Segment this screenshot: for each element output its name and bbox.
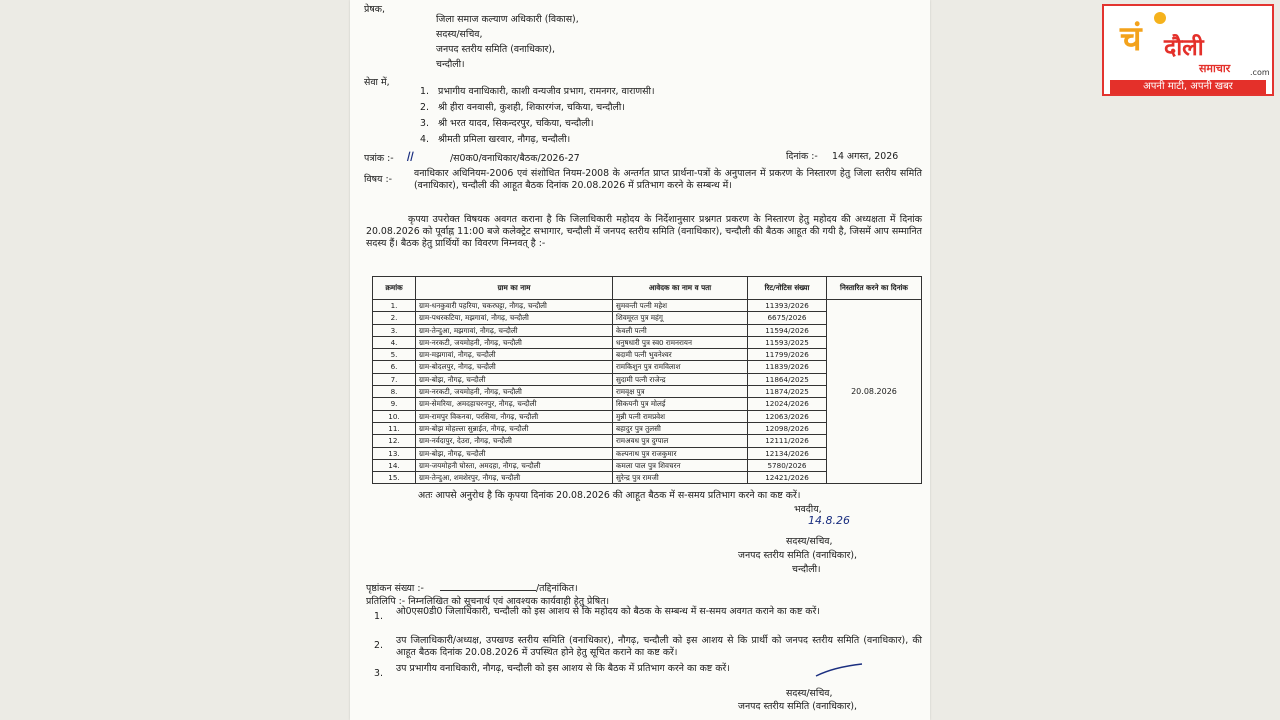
copy-item-2: उप जिलाधिकारी/अध्यक्ष, उपखण्ड स्तरीय समिति (वनाधिकार), नौगढ़, चन्दौली को इस आशय से कि प्रार्थी को जनपद स्तरीय समिति (वनाधिकार), की आहूत बैठक दिनांक 20.08.2026 में उपस्थित होने हेतु सूचित कराने का कष्ट करें। (396, 635, 922, 659)
writ-cell: 12111/2026 (748, 435, 827, 447)
applicant-cell: बहादुर पुत्र तुलसी (613, 422, 748, 434)
writ-cell: 12024/2026 (748, 398, 827, 410)
village-cell: ग्राम-नरकटी, जयमोहनी, नौगढ़, चन्दौली (416, 386, 613, 398)
recipient-1: प्रभागीय वनाधिकारी, काशी वन्यजीव प्रभाग, रामनगर, वाराणसी। (438, 86, 655, 97)
logo-letter: चं (1120, 19, 1141, 59)
copy-item-1-num: 1. (374, 611, 383, 622)
chandauli-samachar-logo (1102, 4, 1274, 96)
recipient-2-num: 2. (420, 102, 429, 113)
writ-cell: 12063/2026 (748, 410, 827, 422)
village-cell: ग्राम-तेन्दुआ, मझगावां, नौगढ़, चन्दौली (416, 324, 613, 336)
writ-cell: 11839/2026 (748, 361, 827, 373)
disposal-date-cell: 20.08.2026 (827, 300, 922, 484)
copy-label: प्रतिलिपि :- निम्नलिखित को सूचनार्थ एवं आवश्यक कार्यवाही हेतु प्रेषित। (366, 596, 610, 607)
applicant-cell: सुदामी पत्नी राजेन्द्र (613, 373, 748, 385)
endorsement-number-label: पृष्ठांकन संख्या :- (366, 583, 424, 594)
col-writ-number: रिट/नोटिस संख्या (748, 277, 827, 300)
serial-cell: 2. (373, 312, 416, 324)
village-cell: ग्राम-रामपुर विकनवा, परसिया, नौगढ़, चन्दौली (416, 410, 613, 422)
col-serial: क्रमांक (373, 277, 416, 300)
endorsement-sign-line-2: जनपद स्तरीय समिति (वनाधिकार), (738, 701, 858, 712)
applicant-cell: मुन्नी पत्नी रामप्रवेश (613, 410, 748, 422)
village-cell: ग्राम-नरकटी, जयमोहनी, नौगढ़, चन्दौली (416, 336, 613, 348)
applicant-cell: कल्पनाथ पुत्र राजकुमार (613, 447, 748, 459)
document-page (350, 0, 930, 720)
serial-cell: 7. (373, 373, 416, 385)
applicant-cell: रामकिशुन पुत्र रामविलाश (613, 361, 748, 373)
writ-cell: 11393/2026 (748, 300, 827, 312)
ref-handwritten-mark: ॥ (404, 147, 413, 165)
signatory-line-3: चन्दौली। (792, 564, 821, 575)
writ-cell: 6675/2026 (748, 312, 827, 324)
logo-domain: .com (1250, 68, 1270, 77)
endorsement-number-blank (440, 590, 536, 591)
applicant-cell: सिकयनी पुत्र मोलई (613, 398, 748, 410)
applicants-table (372, 276, 922, 484)
col-village: ग्राम का नाम (416, 277, 613, 300)
writ-cell: 12134/2026 (748, 447, 827, 459)
sender-line-1: जिला समाज कल्याण अधिकारी (विकास), (436, 14, 579, 25)
col-disposal-date: निस्तारित करने का दिनांक (827, 277, 922, 300)
village-cell: ग्राम-पथरकटिया, मझगावां, नौगढ़, चन्दौली (416, 312, 613, 324)
village-cell: ग्राम-नर्वदापुर, देउरा, नौगढ़, चन्दौली (416, 435, 613, 447)
recipient-4-num: 4. (420, 134, 429, 145)
serial-cell: 6. (373, 361, 416, 373)
logo-tagline: अपनी माटी, अपनी खबर (1110, 80, 1266, 94)
applicant-cell: रामअवध पुत्र दुग्पाल (613, 435, 748, 447)
table-header-row (373, 277, 922, 300)
village-cell: ग्राम-बोदलपुर, नौगढ़, चन्दौली (416, 361, 613, 373)
subject-text: वनाधिकार अधिनियम-2006 एवं संशोधित नियम-2008 के अन्तर्गत प्राप्त प्रार्थना-पत्रों के अनुपालन में प्रकरण के निस्तारण हेतु जिला स्तरीय समिति (वनाधिकार), चन्दौली की आहूत बैठक दिनांक 20.08.2026 में प्रतिभाग करने के सम्बन्ध में। (414, 168, 922, 192)
ref-number: /स0क0/वनाधिकार/बैठक/2026-27 (450, 153, 580, 164)
date-label: दिनांक :- (786, 151, 818, 162)
writ-cell: 12098/2026 (748, 422, 827, 434)
village-cell: ग्राम-बोझ मोहल्ला सुन्नाईत, नौगढ़, चन्दौली (416, 422, 613, 434)
sender-line-4: चन्दौली। (436, 59, 465, 70)
serial-cell: 9. (373, 398, 416, 410)
serial-cell: 11. (373, 422, 416, 434)
ref-label: पत्रांक :- (364, 153, 394, 164)
writ-cell: 11594/2026 (748, 324, 827, 336)
signatory-line-1: सदस्य/सचिव, (786, 536, 833, 547)
writ-cell: 5780/2026 (748, 459, 827, 471)
signature-stroke (814, 660, 864, 680)
village-cell: ग्राम-धनकुवारी पहरिया, चकरघट्टा, नौगढ़, चन्दौली (416, 300, 613, 312)
village-cell: ग्राम-जयमोहनी घोस्ता, अमदहा, नौगढ़, चन्दौली (416, 459, 613, 471)
recipient-1-num: 1. (420, 86, 429, 97)
applicant-cell: धनुषधारी पुत्र स्व0 रामनरायन (613, 336, 748, 348)
serial-cell: 1. (373, 300, 416, 312)
village-cell: ग्राम-मझगावां, नौगढ़, चन्दौली (416, 349, 613, 361)
recipient-2: श्री हीरा वनवासी, कुशही, शिकारगंज, चकिया, चन्दौली। (438, 102, 625, 113)
serial-cell: 12. (373, 435, 416, 447)
sun-icon (1154, 12, 1166, 24)
serial-cell: 10. (373, 410, 416, 422)
endorsement-sign-line-1: सदस्य/सचिव, (786, 688, 833, 699)
copy-item-1: ओ0एस0डी0 जिलाधिकारी, चन्दौली को इस आशय से कि महोदय को बैठक के सम्बन्ध में स-समय अवगत कराने का कष्ट करें। (396, 606, 820, 617)
body-paragraph: कृपया उपरोक्त विषयक अवगत कराना है कि जिलाधिकारी महोदय के निर्देशानुसार प्रश्नगत प्रकरण के निस्तारण हेतु महोदय की अध्यक्षता में दिनांक 20.08.2026 को पूर्वाह्न 11:00 बजे कलेक्ट्रेट सभागार, चन्दौली में जनपद स्तरीय समिति (वनाधिकार), चन्दौली की बैठक आहूत की गयी है, जिसमें आप सम्मानित सदस्य हैं। बैठक हेतु प्रार्थियों का विवरण निम्नवत् है :- (366, 214, 922, 250)
handwritten-initials: 14.8.26 (808, 514, 850, 527)
applicant-cell: कमला पाल पुत्र शिवचरन (613, 459, 748, 471)
serial-cell: 13. (373, 447, 416, 459)
writ-cell: 12421/2026 (748, 472, 827, 484)
village-cell: ग्राम-बोझ, नौगढ़, चन्दौली (416, 373, 613, 385)
sender-line-2: सदस्य/सचिव, (436, 29, 483, 40)
sender-line-3: जनपद स्तरीय समिति (वनाधिकार), (436, 44, 556, 55)
closing-request: अतः आपसे अनुरोध है कि कृपया दिनांक 20.08.2026 की आहूत बैठक में स-समय प्रतिभाग करने का कष्ट करें। (418, 490, 801, 501)
subject-label: विषय :- (364, 174, 393, 185)
writ-cell: 11799/2026 (748, 349, 827, 361)
recipient-3-num: 3. (420, 118, 429, 129)
logo-word: दौली (1164, 35, 1204, 61)
serial-cell: 3. (373, 324, 416, 336)
logo-sub: समाचार (1199, 62, 1231, 75)
valediction: भवदीय, (794, 504, 822, 515)
endorsement-dated: /तद्दिनांकित। (536, 583, 578, 594)
table-row (373, 300, 922, 312)
copy-item-3-num: 3. (374, 668, 383, 679)
recipient-3: श्री भरत यादव, सिकन्दरपुर, चकिया, चन्दौली। (438, 118, 594, 129)
applicant-cell: शिवमूरत पुत्र महंगू (613, 312, 748, 324)
village-cell: ग्राम-बोझ, नौगढ़, चन्दौली (416, 447, 613, 459)
applicant-cell: केवली पत्नी (613, 324, 748, 336)
col-applicant: आवेदक का नाम व पता (613, 277, 748, 300)
copy-item-2-num: 2. (374, 640, 383, 651)
serial-cell: 15. (373, 472, 416, 484)
writ-cell: 11593/2025 (748, 336, 827, 348)
serial-cell: 4. (373, 336, 416, 348)
recipient-4: श्रीमती प्रमिला खरवार, नौगढ़, चन्दौली। (438, 134, 571, 145)
from-label: प्रेषक, (364, 4, 385, 15)
copy-item-3: उप प्रभागीय वनाधिकारी, नौगढ़, चन्दौली को इस आशय से कि बैठक में प्रतिभाग करने का कष्ट करें। (396, 663, 730, 674)
village-cell: ग्राम-सेमरिया, अमदहाचरनपुर, नौगढ़, चन्दौली (416, 398, 613, 410)
applicant-cell: रामवृक्ष पुत्र (613, 386, 748, 398)
date-value: 14 अगस्त, 2026 (832, 151, 899, 162)
writ-cell: 11874/2025 (748, 386, 827, 398)
to-label: सेवा में, (364, 77, 390, 88)
village-cell: ग्राम-तेन्दुआ, शमशेरपुर, नौगढ़, चन्दौली (416, 472, 613, 484)
applicant-cell: सुरेन्द्र पुत्र रामजी (613, 472, 748, 484)
serial-cell: 8. (373, 386, 416, 398)
serial-cell: 5. (373, 349, 416, 361)
signatory-line-2: जनपद स्तरीय समिति (वनाधिकार), (738, 550, 858, 561)
applicant-cell: सुमवन्ती पत्नी महेश (613, 300, 748, 312)
applicant-cell: बदामी पत्नी भुवनेश्वर (613, 349, 748, 361)
writ-cell: 11864/2025 (748, 373, 827, 385)
serial-cell: 14. (373, 459, 416, 471)
